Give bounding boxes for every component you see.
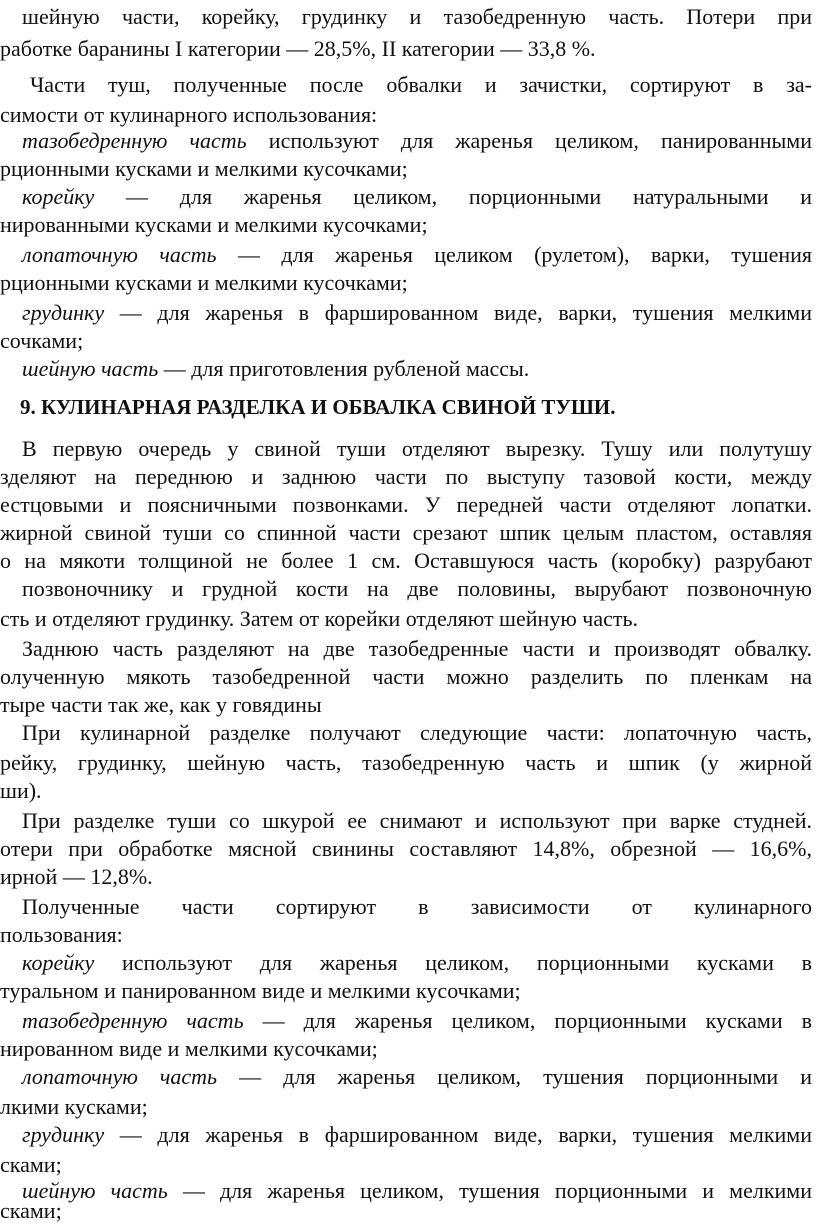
text-line: пользования: [0,922,123,947]
list-item-line: корейку — для жаренья целиком, порционными натуральными и [22,184,812,209]
text-line: тыре части так же, как у говядины [0,692,322,717]
text-line: При разделке туши со шкурой ее снимают и используют при варке студней. [22,808,812,833]
list-item-line: корейку используют для жаренья целиком, порционными кусками в [22,950,812,975]
text-line: отери при обработке мясной свинины составляют 14,8%, обрезной — 16,6%, [0,836,812,861]
text-line: При кулинарной разделке получают следующие части: лопаточную часть, [22,720,812,745]
text-line: шейную части, корейку, грудинку и тазобедренную часть. Потери при [22,4,812,29]
section-heading: 9. КУЛИНАРНАЯ РАЗДЕЛКА И ОБВАЛКА СВИНОЙ ТУШИ. [20,395,616,419]
text-line: жирной свиной туши со спинной части срезают шпик целым пластом, оставляя [0,520,812,545]
list-item-line: шейную часть — для жаренья целиком, тушения порционными и мелкими [22,1178,812,1203]
text-line: сочками; [0,328,84,353]
text-line: рционными кусками и мелкими кусочками; [0,156,408,181]
text-line: ши). [0,778,42,803]
text-line: о на мякоти толщиной не более 1 см. Оставшуюся часть (коробку) разрубают [0,548,812,573]
text-line: Полученные части сортируют в зависимости от кулинарного [22,894,812,919]
text-line: сками; [0,1198,62,1223]
text-line: туральном и панированном виде и мелкими кусочками; [0,978,521,1003]
text-line: Заднюю часть разделяют на две тазобедренные части и производят обвалку. [22,636,812,661]
text-line: работке баранины I категории — 28,5%, II категории — 33,8 %. [0,36,596,61]
list-item-line: грудинку — для жаренья в фаршированном виде, варки, тушения мелкими [22,300,812,325]
list-item-line: тазобедренную часть — для жаренья целиком, порционными кусками в [22,1008,812,1033]
text-line: ирной — 12,8%. [0,864,153,889]
text-line: олученную мякоть тазобедренной части можно разделить по пленкам на [0,664,812,689]
text-line: нированными кусками и мелкими кусочками; [0,212,428,237]
text-line: нированном виде и мелкими кусочками; [0,1036,378,1061]
text-line: сть и отделяют грудинку. Затем от корейки отделяют шейную часть. [0,606,638,631]
text-line: рейку, грудинку, шейную часть, тазобедренную часть и шпик (у жирной [0,750,812,775]
list-item-line: лопаточную часть — для жаренья целиком (рулетом), варки, тушения [22,242,812,267]
text-line: Части туш, полученные после обвалки и зачистки, сортируют в за- [30,72,812,97]
text-line: сками; [0,1152,62,1177]
list-item-line: тазобедренную часть используют для жаренья целиком, панированными [22,128,812,153]
text-line: симости от кулинарного использования: [0,102,378,127]
list-item-line: грудинку — для жаренья в фаршированном виде, варки, тушения мелкими [22,1122,812,1147]
text-line: позвоночнику и грудной кости на две половины, вырубают позвоночную [22,576,812,601]
text-line: лкими кусками; [0,1094,148,1119]
list-item-line: лопаточную часть — для жаренья целиком, тушения порционными и [22,1064,813,1089]
list-item-line: шейную часть — для приготовления рубленой массы. [22,356,530,381]
text-line: рционными кусками и мелкими кусочками; [0,270,408,295]
text-line: зделяют на переднюю и заднюю части по выступу тазовой кости, между [0,464,812,489]
text-line: естцовыми и поясничными позвонками. У передней части отделяют лопатки. [0,492,812,517]
text-line: В первую очередь у свиной туши отделяют вырезку. Тушу или полутушу [22,436,812,461]
